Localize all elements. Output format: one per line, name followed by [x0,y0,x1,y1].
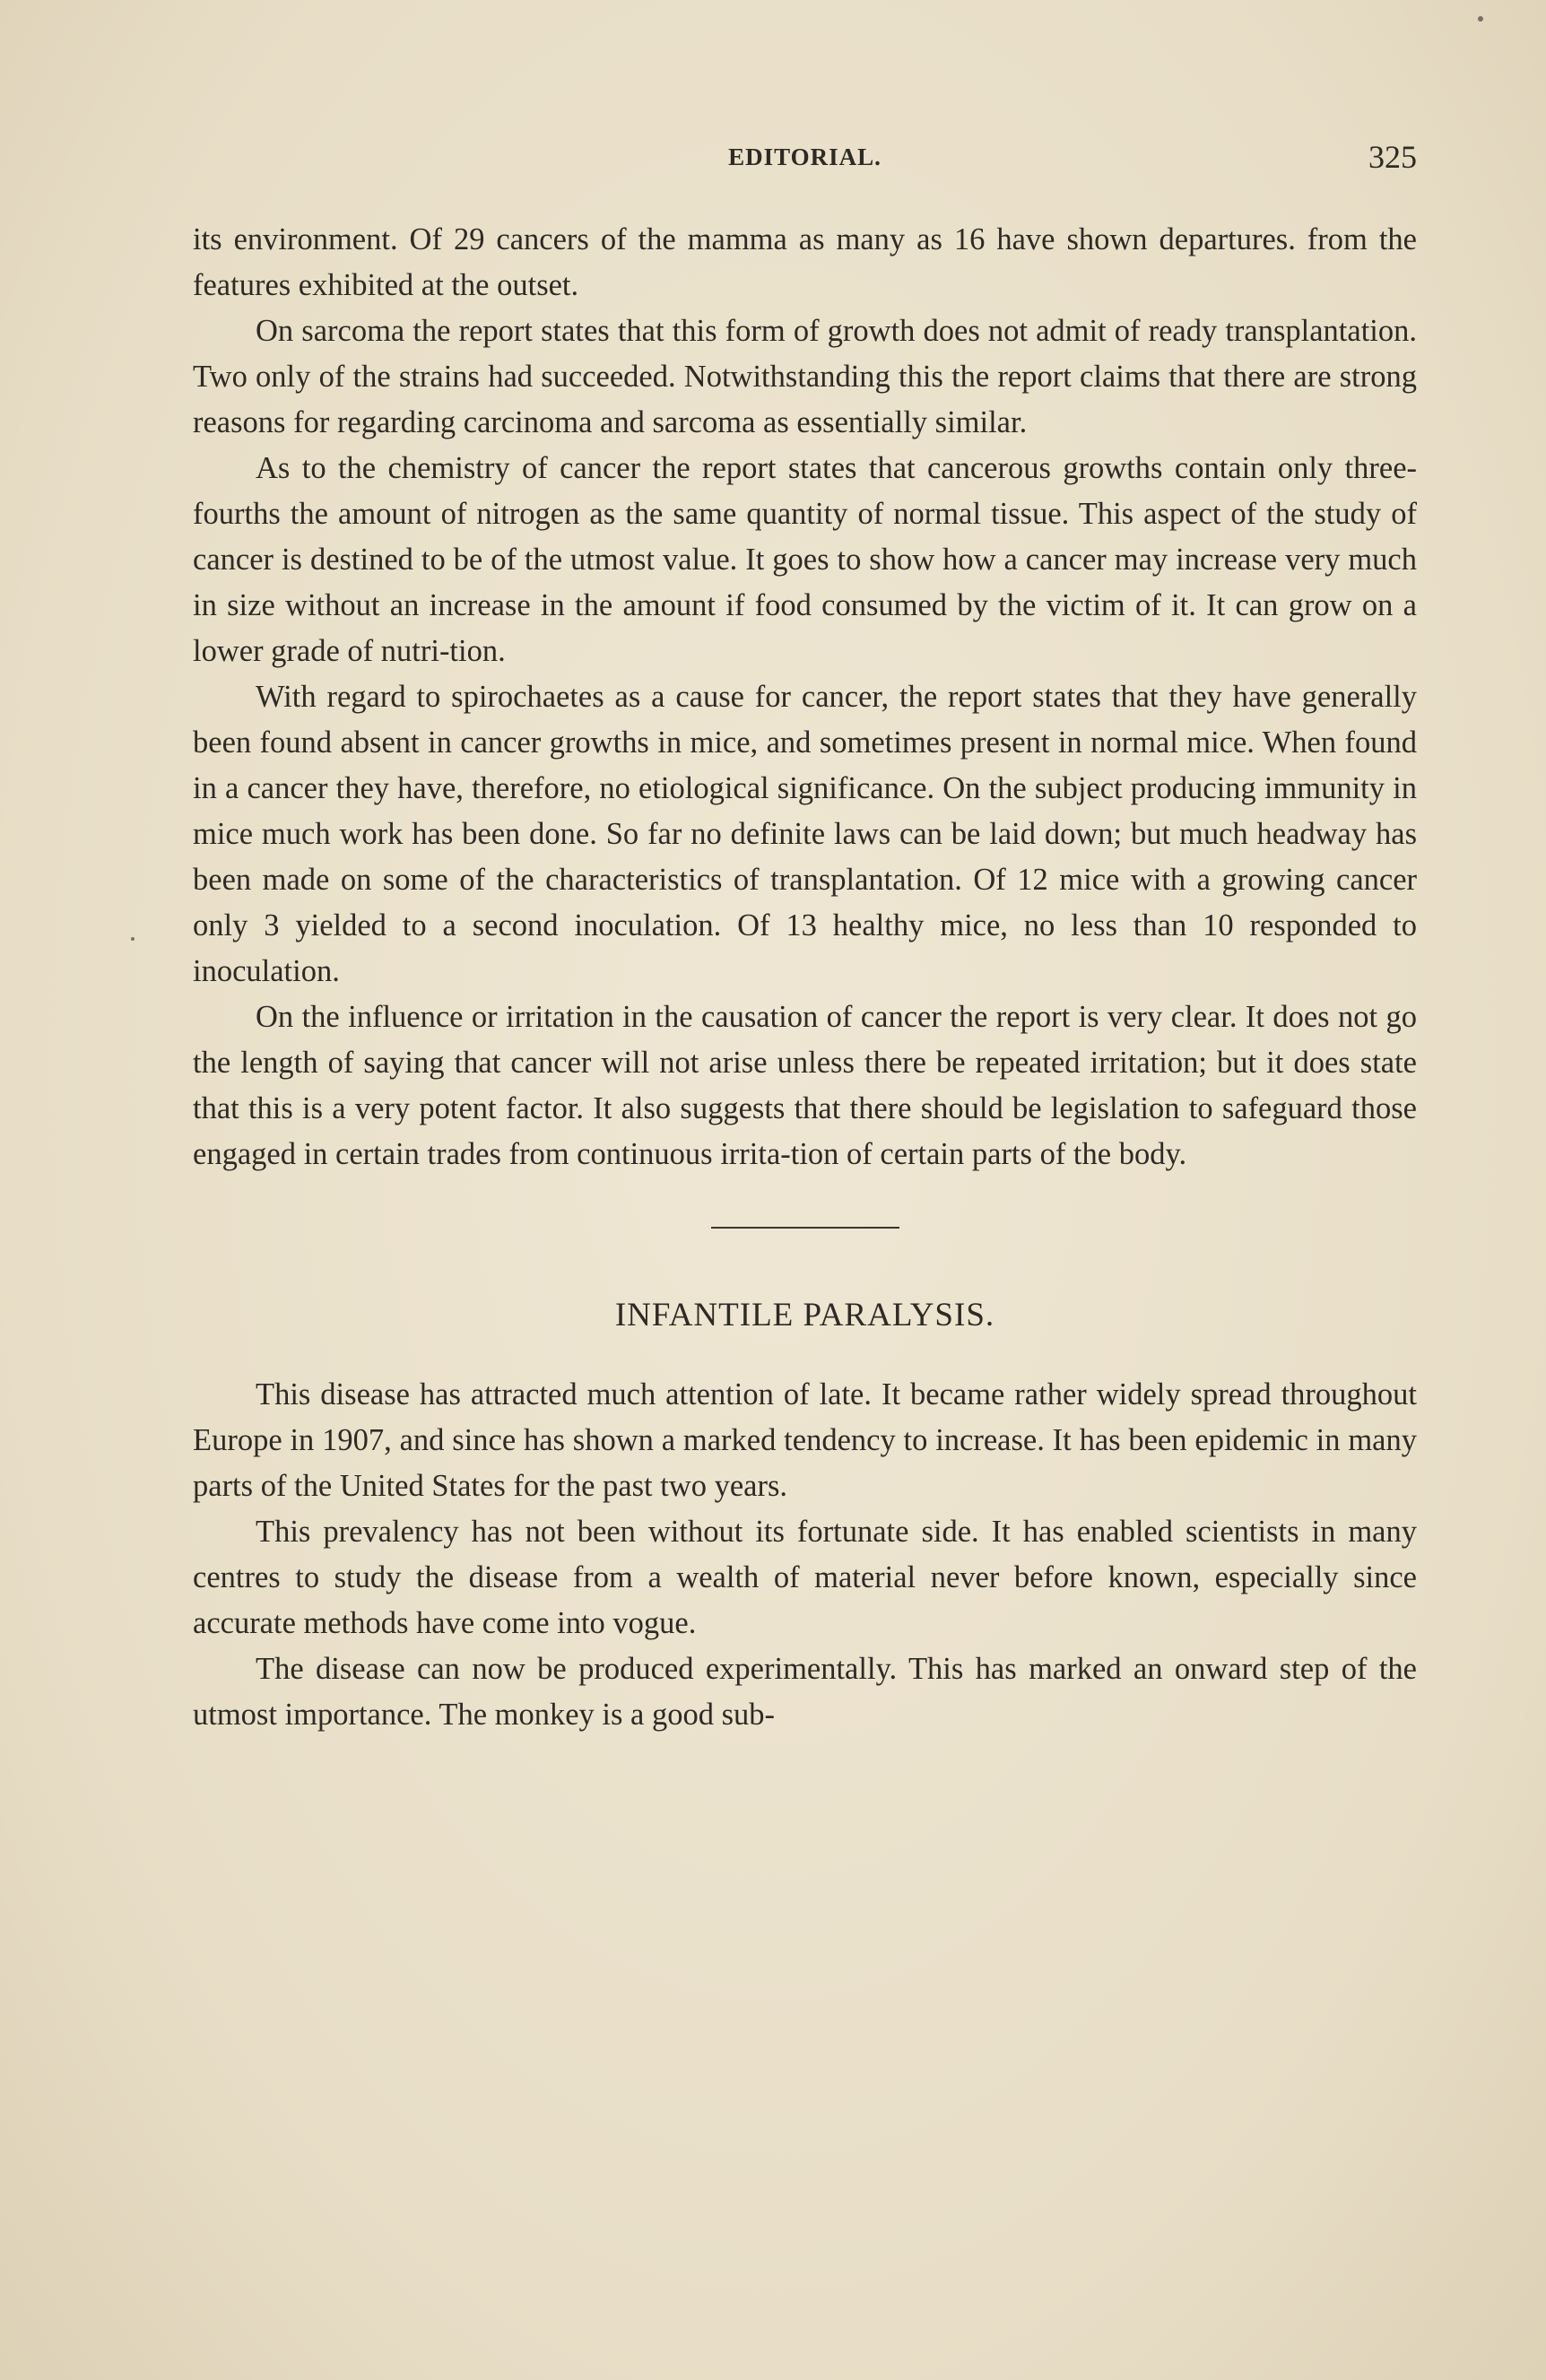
paragraph: On sarcoma the report states that this form of growth does not admit of ready transplantation. Two only of the strains had succeeded. Notwithstanding this the report claims that there are strong reasons for regarding carcinoma and sarcoma as essentially similar. [193,314,1417,439]
page-header [193,133,1417,187]
article-body [193,217,1417,1738]
paragraph: As to the chemistry of cancer the report states that cancerous growths contain only three-fourths the amount of nitrogen as the same quantity of normal tissue. This aspect of the study of cancer is destined to be of the utmost value. It goes to show how a cancer may increase very much in size without an increase in the amount if food consumed by the victim of it. It can grow on a lower grade of nutri-tion. [193,451,1417,668]
paragraph: On the influence or irritation in the causation of cancer the report is very clear. It does not go the length of saying that cancer will not arise unless there be repeated irritation; but it does state that this is a very potent factor. It also suggests that there should be legislation to safeguard those engaged in certain trades from continuous irrita-tion of certain parts of the body. [193,1000,1417,1171]
paragraph: This disease has attracted much attention of late. It became rather widely spread throughout Europe in 1907, and since has shown a marked tendency to increase. It has been epidemic in many parts of the United States for the past two years. [193,1377,1417,1503]
paper-speck [1478,16,1483,22]
paragraph: With regard to spirochaetes as a cause for cancer, the report states that they have generally been found absent in cancer growths in mice, and sometimes present in normal mice. When found in a cancer they have, therefore, no etiological significance. On the subject producing immunity in mice much work has been done. So far no definite laws can be laid down; but much headway has been made on some of the characteristics of transplantation. Of 12 mice with a growing cancer only 3 yielded to a second inoculation. Of 13 healthy mice, no less than 10 responded to inoculation. [193,680,1417,988]
paragraph: This prevalency has not been without its fortunate side. It has enabled scientists in many centres to study the disease from a wealth of material never before known, especially since accurate methods have come into vogue. [193,1515,1417,1640]
paragraph: its environment. Of 29 cancers of the mamma as many as 16 have shown departures. from the features exhibited at the outset. [193,222,1417,302]
running-head: EDITORIAL. [728,143,882,170]
section-title: INFANTILE PARALYSIS. [614,1297,995,1333]
paragraph: The disease can now be produced experimentally. This has marked an onward step of the utmost importance. The monkey is a good sub- [193,1652,1417,1732]
paper-speck [131,937,135,941]
section-body [193,1372,1417,1738]
section-divider [711,1227,899,1229]
page-number: 325 [1368,139,1417,175]
